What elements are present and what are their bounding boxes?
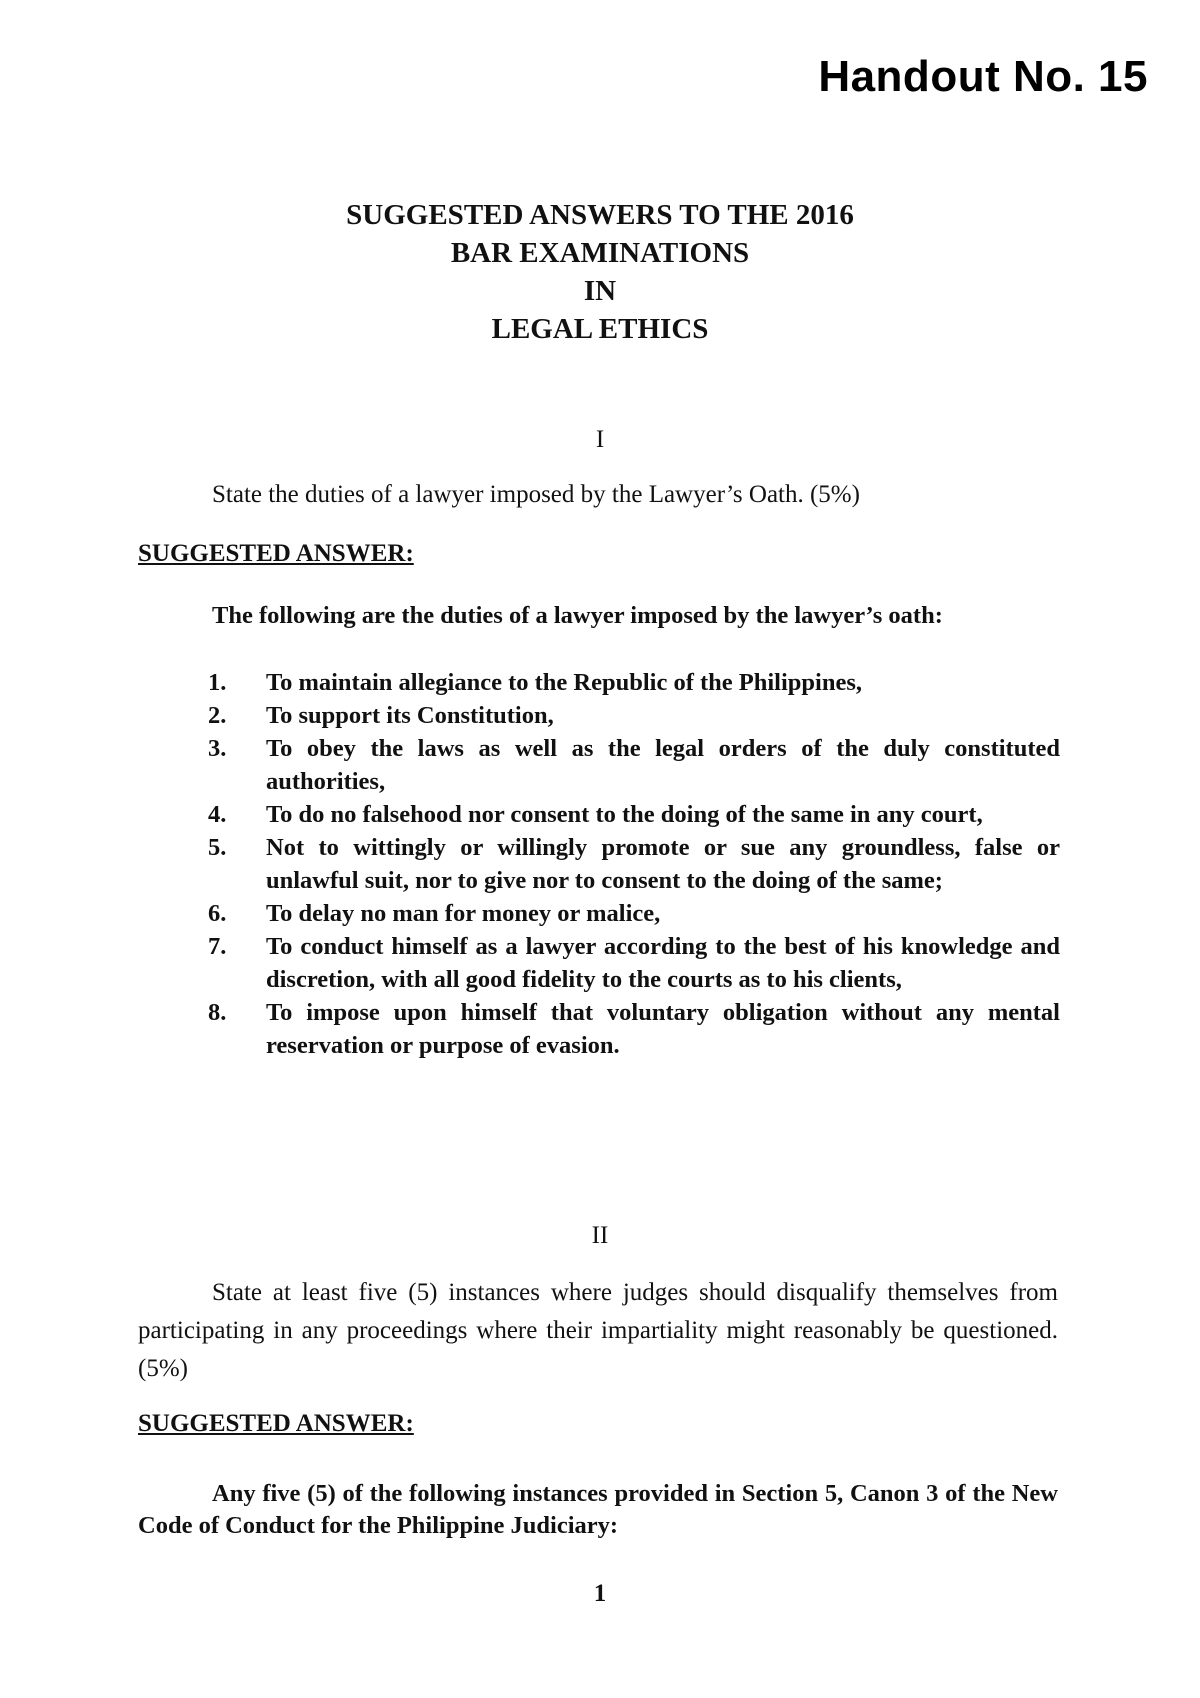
list-item	[208, 666, 1060, 699]
list-item	[208, 732, 1060, 798]
list-item-number: 1.	[208, 669, 227, 696]
list-item	[208, 996, 1060, 1062]
list-item-number: 4.	[208, 801, 227, 828]
handout-number: Handout No. 15	[818, 52, 1148, 101]
list-item-text: To conduct himself as a lawyer according to the best of his knowledge and discretion, with all good fidelity to the courts as to his clients,	[266, 933, 1060, 993]
list-item	[208, 831, 1060, 897]
question-text: State the duties of a lawyer imposed by the Lawyer’s Oath. (5%)	[212, 481, 860, 508]
list-item-text: To support its Constitution,	[266, 702, 554, 729]
list-item-number: 8.	[208, 999, 227, 1026]
duties-list	[208, 666, 1060, 1062]
title-line: LEGAL ETHICS	[491, 313, 709, 345]
suggested-answer-heading: SUGGESTED ANSWER:	[138, 540, 414, 567]
answer-intro: The following are the duties of a lawyer imposed by the lawyer’s oath:	[212, 602, 943, 629]
list-item-number: 3.	[208, 735, 227, 762]
list-item-text: Not to wittingly or willingly promote or sue any groundless, false or unlawful suit, nor to give nor to consent to the doing of the same;	[266, 834, 1060, 894]
list-item-number: 2.	[208, 702, 227, 729]
page-number: 1	[593, 1580, 607, 1607]
section-numeral: II	[591, 1222, 609, 1249]
list-item	[208, 930, 1060, 996]
list-item-text: To delay no man for money or malice,	[266, 900, 661, 927]
list-item	[208, 897, 1060, 930]
section-numeral: I	[595, 426, 605, 453]
list-item-text: To do no falsehood nor consent to the doing of the same in any court,	[266, 801, 983, 828]
document-title	[0, 196, 1200, 348]
list-item-text: To obey the laws as well as the legal orders of the duly constituted authorities,	[266, 735, 1060, 795]
question-text: State at least five (5) instances where judges should disqualify themselves from participating in any proceedings where their impartiality might reasonably be questioned. (5%)	[138, 1279, 1058, 1382]
list-item	[208, 699, 1060, 732]
list-item-number: 5.	[208, 834, 227, 861]
answer-intro: Any five (5) of the following instances provided in Section 5, Canon 3 of the New Code of Conduct for the Philippine Judiciary:	[138, 1480, 1058, 1539]
list-item-text: To maintain allegiance to the Republic of the Philippines,	[266, 669, 862, 696]
title-line: IN	[583, 275, 617, 307]
list-item-number: 6.	[208, 900, 227, 927]
list-item	[208, 798, 1060, 831]
title-line: BAR EXAMINATIONS	[450, 237, 750, 269]
title-line: SUGGESTED ANSWERS TO THE 2016	[346, 199, 854, 231]
list-item-text: To impose upon himself that voluntary obligation without any mental reservation or purpose of evasion.	[266, 999, 1060, 1059]
suggested-answer-heading: SUGGESTED ANSWER:	[138, 1410, 414, 1437]
list-item-number: 7.	[208, 933, 227, 960]
